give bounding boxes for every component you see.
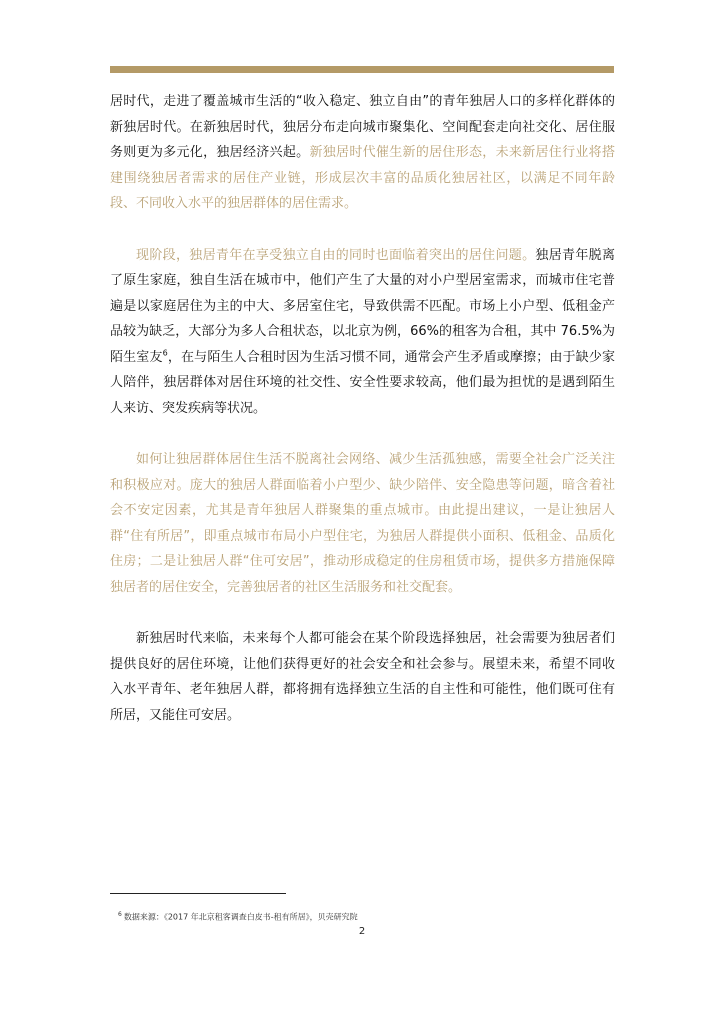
paragraph-3	[110, 447, 615, 600]
highlighted-text-segment: 如何让独居群体居住生活不脱离社会网络、减少生活孤独感，需要全社会广泛关注和积极应对。庞大的独居人群面临着小户型少、缺少陪伴、安全隐患等问题，暗含着社会不安定因素，尤其是青年独居人群聚集的重点城市。由此提出建议，一是让独居人群“住有所居”，即重点城市布局小户型住宅，为独居人群提供小面积、低租金、品质化住房；二是让独居人群“住可安居”，推动形成稳定的住房租赁市场，提供多方措施保障独居者的居住安全，完善独居者的社区生活服务和社交配套。	[110, 452, 615, 595]
text-segment: 独居青年脱离了原生家庭，独自生活在城市中，他们产生了大量的对小户型居室需求，而城市住宅普遍是以家庭居住为主的中大、多居室住宅，导致供需不匹配。市场上小户型、低租金产品较为缺乏，大部分为多人合租状态，以北京为例，66%的租客为合租，其中 76.5%为陌生室友	[110, 247, 615, 365]
text-segment: 新独居时代来临，未来每个人都可能会在某个阶段选择独居，社会需要为独居者们提供良好的居住环境，让他们获得更好的社会安全和社会参与。展望未来，希望不同收入水平青年、老年独居人群，都将拥有选择独立生活的自主性和可能性，他们既可住有所居，又能住可安居。	[110, 631, 615, 723]
footnote	[118, 909, 358, 924]
header-rule	[110, 66, 614, 73]
highlighted-text-segment: 新独居时代催生新的居住形态，未来新居住行业将搭建围绕独居者需求的居住产业链，形成层次丰富的品质化独居社区，以满足不同年龄段、不同收入水平的独居群体的居住需求。	[110, 145, 615, 211]
paragraph-2	[110, 243, 615, 422]
text-segment: ，在与陌生人合租时因为生活习惯不同，通常会产生矛盾或摩擦；由于缺少家人陪伴，独居群体对居住环境的社交性、安全性要求较高，他们最为担忧的是遇到陌生人来访、突发疾病等状况。	[110, 349, 615, 416]
paragraph-4	[110, 626, 615, 728]
body-text	[110, 89, 615, 754]
highlighted-text-segment: 现阶段，独居青年在享受独立自由的同时也面临着突出的居住问题。	[136, 247, 536, 263]
footnote-reference: 6	[162, 348, 168, 358]
page-number: 2	[358, 926, 366, 937]
footnote-mark: 6	[118, 911, 122, 918]
footnote-text: 数据来源：《2017 年北京租客调查白皮书-租有所居》，贝壳研究院	[123, 912, 358, 922]
footnote-divider	[110, 893, 286, 894]
paragraph-1	[110, 89, 615, 217]
text-segment: 居时代，走进了覆盖城市生活的“收入稳定、独立自由”的青年独居人口的多样化群体的新独居时代。在新独居时代，独居分布走向城市聚集化、空间配套走向社交化、居住服务则更为多元化，独居经济兴起。	[110, 94, 615, 160]
